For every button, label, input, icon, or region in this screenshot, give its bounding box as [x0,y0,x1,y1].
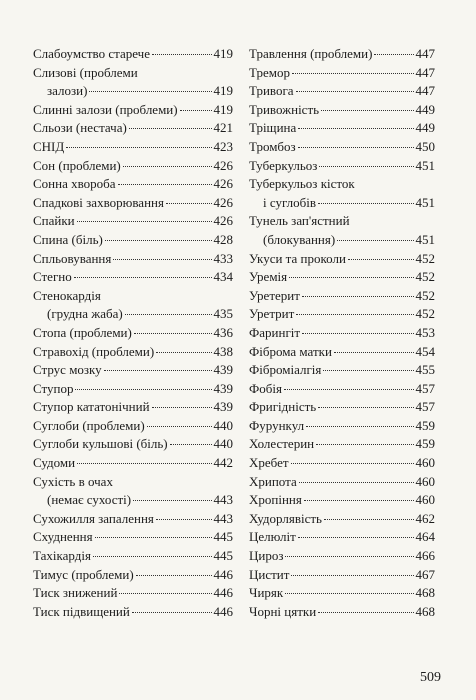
index-page-ref: 447 [415,46,435,61]
dot-leader [302,296,414,297]
index-term: Ступор кататонічний [33,399,150,415]
index-page-ref: 440 [213,417,233,433]
index-page-ref: 439 [213,380,233,396]
index-page-ref: 452 [415,306,435,322]
index-term: Сухість в очах [33,473,113,489]
index-entry [249,194,435,213]
index-page-ref: 459 [415,436,435,452]
index-entry [249,64,435,83]
dot-leader [318,203,414,204]
index-page-ref: 459 [415,417,435,433]
index-entry [33,435,233,454]
index-term: Сонна хвороба [33,176,116,192]
index-term: Спайки [33,213,75,229]
index-term: Тиск знижений [33,585,118,601]
dot-leader [134,333,212,334]
index-term: Цироз [249,548,284,564]
index-page-ref: 468 [415,603,435,619]
index-term: Стенокардія [33,287,101,303]
dot-leader [306,426,413,427]
index-page-ref: 426 [213,157,233,173]
dot-leader [113,259,211,260]
dot-leader [298,537,414,538]
index-page-ref: 468 [415,585,435,601]
index-page-ref: 451 [415,194,435,210]
dot-leader [289,277,413,278]
index-entry [249,603,435,622]
page-number: 509 [420,670,441,685]
index-term: Спльовування [33,250,112,266]
dot-leader [156,352,211,353]
index-entry [33,398,233,417]
index-term: Ступор [33,380,74,396]
index-term: Сухожилля запалення [33,510,154,526]
index-term: Худорлявість [249,510,322,526]
dot-leader [95,537,212,538]
index-entry [249,380,435,399]
index-page-ref: 449 [415,101,435,117]
dot-leader [348,259,414,260]
dot-leader [316,444,413,445]
dot-leader [119,593,211,594]
index-entry [33,45,233,64]
index-page-ref: 426 [213,176,233,192]
dot-leader [291,463,414,464]
dot-leader [291,575,413,576]
index-entry [33,175,233,194]
index-term: Уремія [249,269,288,285]
index-page-ref: 447 [415,83,435,99]
index-page-ref: 453 [415,324,435,340]
dot-leader [125,314,212,315]
index-entry [33,287,233,306]
dot-leader [318,407,413,408]
index-entry [249,305,435,324]
dot-leader [170,444,212,445]
index-page-ref: 435 [213,306,233,322]
index-term: (грудна жаба) [47,306,123,322]
index-term: Тріщина [249,120,297,136]
dot-leader [304,500,414,501]
index-entry [249,175,435,194]
index-term: Тривога [249,83,294,99]
dot-leader [118,184,212,185]
index-page-ref: 436 [213,324,233,340]
index-entry [33,64,233,83]
index-term: Тривожність [249,101,320,117]
index-page-ref: 451 [415,157,435,173]
index-term: Тунель зап'ястний [249,213,350,229]
dot-leader [323,370,413,371]
index-page-ref: 442 [213,455,233,471]
index-entry [33,324,233,343]
index-page-ref: 445 [213,548,233,564]
index-entry [249,138,435,157]
index-entry [249,566,435,585]
index-page-ref: 450 [415,138,435,154]
dot-leader [89,91,211,92]
index-term: Слинні залози (проблеми) [33,101,178,117]
index-term: Спадкові захворювання [33,194,164,210]
index-entry [33,101,233,120]
index-page-ref: 439 [213,362,233,378]
index-page-ref: 460 [415,492,435,508]
index-term: Слабоумство старече [33,46,150,61]
index-page-ref: 451 [415,231,435,247]
dot-leader [285,593,413,594]
index-page-ref: 439 [213,399,233,415]
index-entry [249,510,435,529]
index-term: Фурункул [249,417,305,433]
index-term: Цистит [249,566,290,582]
index-term: Чиряк [249,585,284,601]
index-page-ref: 434 [213,269,233,285]
index-term: Фарингіт [249,324,301,340]
index-entry [249,473,435,492]
index-page-ref: 421 [213,120,233,136]
index-page-ref: 419 [213,101,233,117]
index-term: Стопа (проблеми) [33,324,132,340]
index-term: Фобія [249,380,282,396]
dot-leader [123,166,212,167]
index-term: Фіброма матки [249,343,332,359]
index-entry [33,603,233,622]
dot-leader [180,110,212,111]
index-entry [249,398,435,417]
index-entry [249,231,435,250]
index-term: СНІД [33,138,65,154]
dot-leader [285,556,413,557]
index-term: Струс мозку [33,362,102,378]
index-column-left [33,45,233,621]
index-entry [33,194,233,213]
index-entry [249,101,435,120]
index-term: Схуднення [33,529,93,545]
dot-leader [166,203,212,204]
index-term: Уретерит [249,287,300,303]
dot-leader [374,54,413,55]
index-entry [33,380,233,399]
index-page-ref: 452 [415,250,435,266]
dot-leader [337,240,413,241]
index-entry [33,119,233,138]
index-term: Суглоби (проблеми) [33,417,145,433]
index-entry [249,361,435,380]
index-entry [249,82,435,101]
index-entry [33,250,233,269]
index-entry [249,454,435,473]
dot-leader [77,463,211,464]
index-page-ref: 426 [213,213,233,229]
dot-leader [321,110,413,111]
index-entry [33,473,233,492]
index-page-ref: 457 [415,380,435,396]
index-term: Спина (біль) [33,231,103,247]
dot-leader [133,500,211,501]
index-entry [33,491,233,510]
dot-leader [75,389,211,390]
index-term: Туберкульоз кісток [249,176,355,192]
index-entry [249,212,435,231]
index-term: Сон (проблеми) [33,157,121,173]
index-entry [249,287,435,306]
index-page-ref: 460 [415,455,435,471]
index-page-ref: 452 [415,287,435,303]
dot-leader [74,277,212,278]
index-term: Туберкульоз [249,157,318,173]
index-entry [249,250,435,269]
index-entry [33,231,233,250]
index-entry [33,584,233,603]
index-entry [249,547,435,566]
index-entry [33,268,233,287]
index-term: Хропіння [249,492,302,508]
index-term: Тахікардія [33,548,91,564]
index-term: залози) [47,83,88,99]
dot-leader [334,352,414,353]
index-entry [249,157,435,176]
index-entry [249,268,435,287]
dot-leader [296,314,413,315]
index-term: Сльози (нестача) [33,120,127,136]
index-page-ref: 466 [415,548,435,564]
index-entry [249,324,435,343]
dot-leader [319,166,413,167]
index-term: Тимус (проблеми) [33,566,134,582]
dot-leader [292,73,414,74]
index-term: Слизові (проблеми [33,64,138,80]
index-term: Травлення (проблеми) [249,46,373,61]
index-term: Хрипота [249,473,297,489]
index-page-ref: 447 [415,64,435,80]
index-page-ref: 457 [415,399,435,415]
index-page-ref: 419 [213,46,233,61]
index-term: Уретрит [249,306,295,322]
index-term: Фіброміалгія [249,362,322,378]
dot-leader [105,240,212,241]
index-entry [33,417,233,436]
index-entry [33,343,233,362]
dot-leader [136,575,212,576]
dot-leader [324,519,414,520]
dot-leader [77,221,212,222]
index-entry [33,305,233,324]
index-entry [249,343,435,362]
index-term: Стравохід (проблеми) [33,343,155,359]
index-term: Чорні цятки [249,603,317,619]
index-term: Тиск підвищений [33,603,130,619]
index-term: Холестерин [249,436,315,452]
index-entry [33,454,233,473]
dot-leader [66,147,211,148]
index-entry [249,119,435,138]
dot-leader [156,519,212,520]
index-entry [249,584,435,603]
index-entry [33,212,233,231]
index-term: і суглобів [263,194,316,210]
index-page-ref: 460 [415,473,435,489]
index-entry [33,157,233,176]
index-term: Суглоби кульшові (біль) [33,436,168,452]
index-page-ref: 449 [415,120,435,136]
index-entry [249,417,435,436]
index-page-ref: 443 [213,510,233,526]
index-entry [249,528,435,547]
index-term: Хребет [249,455,289,471]
index-column-right [249,45,435,621]
dot-leader [298,147,414,148]
index-entry [33,528,233,547]
index-page-ref: 446 [213,585,233,601]
index-page-ref: 462 [415,510,435,526]
index-entry [33,566,233,585]
index-page-ref: 464 [415,529,435,545]
index-page-ref: 438 [213,343,233,359]
index-entry [33,510,233,529]
dot-leader [299,482,414,483]
index-entry [249,435,435,454]
dot-leader [152,407,212,408]
dot-leader [93,556,212,557]
index-page-ref: 454 [415,343,435,359]
dot-leader [302,333,413,334]
dot-leader [296,91,414,92]
dot-leader [147,426,212,427]
index-term: Укуси та проколи [249,250,346,266]
index-term: Фригідність [249,399,317,415]
index-entry [33,361,233,380]
dot-leader [318,612,413,613]
index-term: Тромбоз [249,138,296,154]
index-page-ref: 455 [415,362,435,378]
index-entry [33,138,233,157]
index-entry [33,547,233,566]
dot-leader [152,54,212,55]
index-entry [249,45,435,64]
dot-leader [298,128,413,129]
index-term: (немає сухості) [47,492,132,508]
index-page-ref: 443 [213,492,233,508]
index-term: Судоми [33,455,76,471]
index-term: Тремор [249,64,290,80]
index-page-ref: 426 [213,194,233,210]
index-term: Стегно [33,269,72,285]
dot-leader [104,370,212,371]
index-page-ref: 452 [415,269,435,285]
index-page-ref: 433 [213,250,233,266]
index-entry [249,491,435,510]
index-term: (блокування) [263,231,336,247]
dot-leader [284,389,414,390]
index-page-ref: 440 [213,436,233,452]
index-page-ref: 423 [213,138,233,154]
index-page-ref: 467 [415,566,435,582]
index-page-ref: 419 [213,83,233,99]
index-page-ref: 445 [213,529,233,545]
index-entry [33,82,233,101]
index-page-ref: 428 [213,231,233,247]
index-page-ref: 446 [213,566,233,582]
index-term: Целюліт [249,529,296,545]
index-page-ref: 446 [213,603,233,619]
dot-leader [129,128,212,129]
dot-leader [132,612,212,613]
